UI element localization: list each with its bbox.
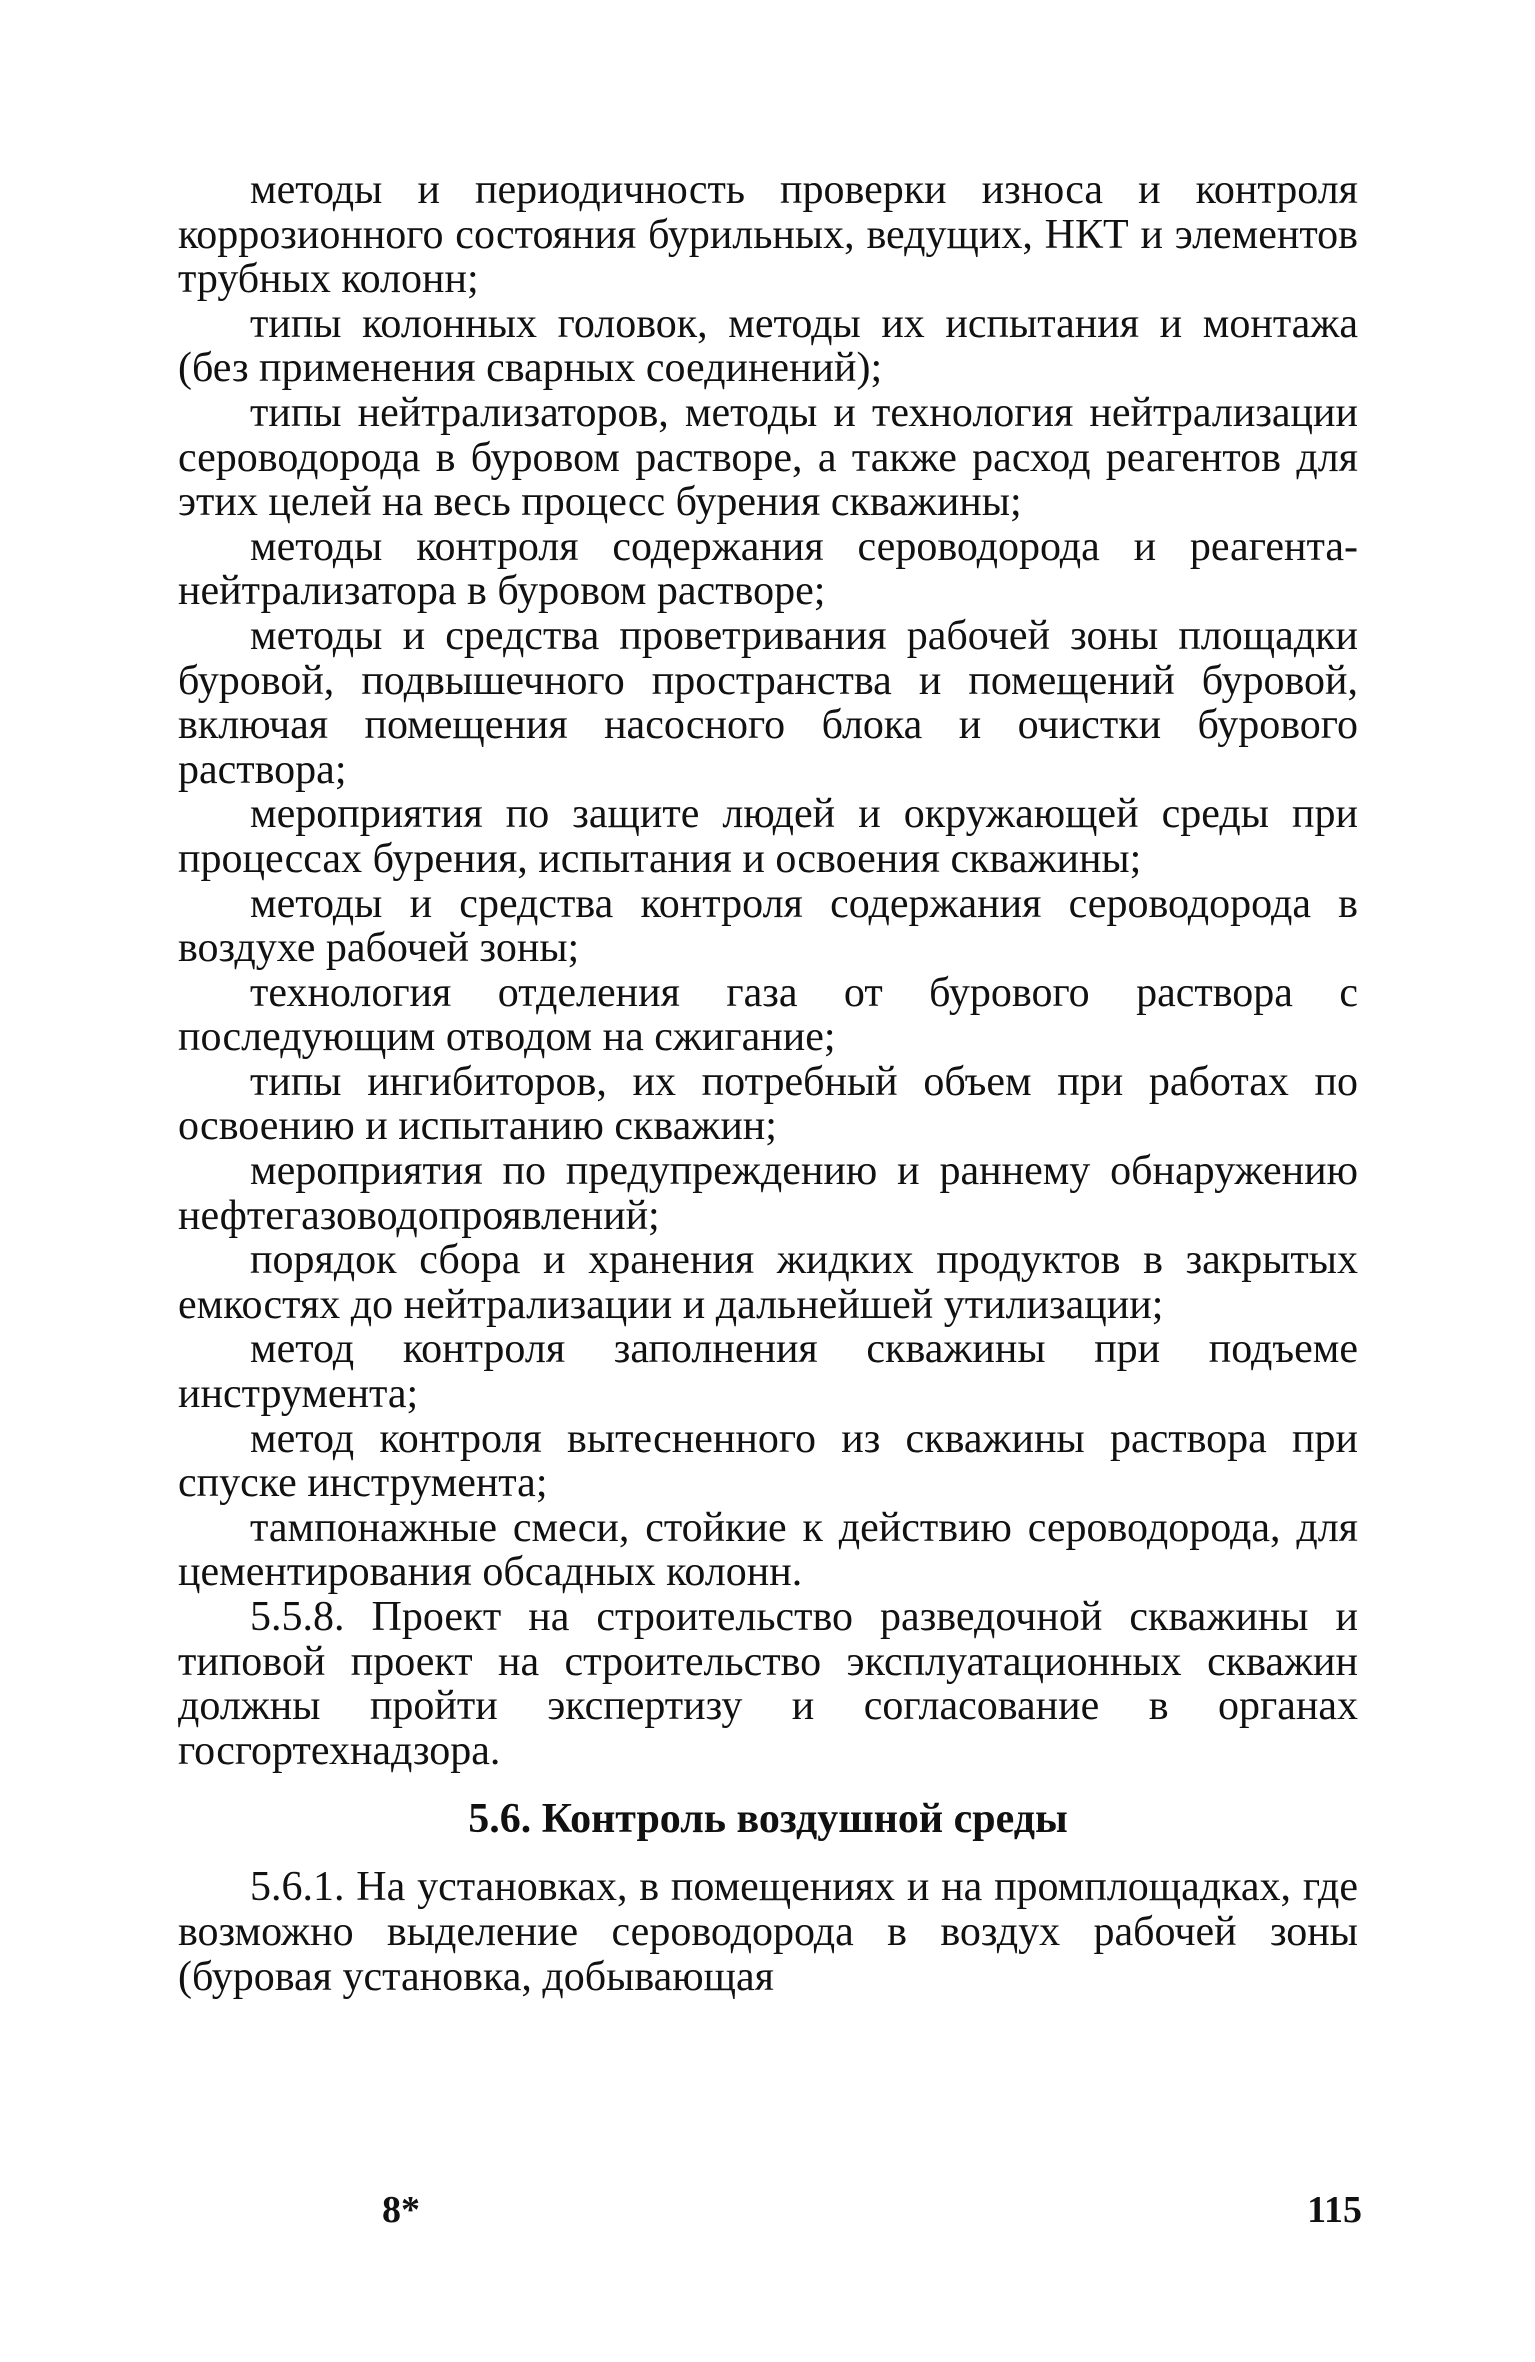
page-number: 115 (1307, 2189, 1362, 2231)
paragraph: типы нейтрализаторов, методы и технология нейтрализации сероводорода в буровом растворе, а также расход реагентов для этих целей на весь процесс бурения скважины; (178, 389, 1358, 526)
signature-mark: 8* (382, 2189, 420, 2231)
section-paragraph: 5.6.1. На установках, в помещениях и на промплощадках, где возможно выделение сероводорода в воздух рабочей зоны (буровая установка, добывающая (178, 1864, 1358, 2000)
paragraph: порядок сбора и хранения жидких продуктов в закрытых емкостях до нейтрализации и дальнейшей утилизации; (178, 1237, 1358, 1328)
paragraph: типы колонных головок, методы их испытания и монтажа (без применения сварных соединений); (178, 300, 1358, 392)
paragraph: 5.5.8. Проект на строительство разведочной скважины и типовой проект на строительство эксплуатационных скважин должны пройти экспертизу и согласование в органах госгортехнадзора. (178, 1594, 1358, 1774)
paragraph: метод контроля заполнения скважины при подъеме инструмента; (178, 1326, 1358, 1418)
paragraph: мероприятия по предупреждению и раннему обнаружению нефтегазоводопроявлений; (178, 1148, 1358, 1239)
paragraph: технология отделения газа от бурового раствора с последующим отводом на сжигание; (178, 969, 1358, 1061)
paragraph: мероприятия по защите людей и окружающей среды при процессах бурения, испытания и освоения скважины; (178, 791, 1358, 882)
paragraph: методы и средства проветривания рабочей зоны площадки буровой, подвышечного пространства и помещений буровой, включая помещения насосного блока и очистки бурового раствора; (178, 612, 1358, 793)
paragraph: методы и средства контроля содержания сероводорода в воздухе рабочей зоны; (178, 880, 1358, 972)
page-body (178, 168, 1358, 1999)
paragraph: методы контроля содержания сероводорода и реагента-нейтрализатора в буровом растворе; (178, 523, 1358, 615)
paragraph: типы ингибиторов, их потребный объем при работах по освоению и испытанию скважин; (178, 1058, 1358, 1150)
section-heading: 5.6. Контроль воздушной среды (468, 1796, 1068, 1843)
paragraph: тампонажные смеси, стойкие к действию сероводорода, для цементирования обсадных колонн. (178, 1504, 1358, 1596)
paragraph: методы и периодичность проверки износа и контроля коррозионного состояния бурильных, ведущих, НКТ и элементов трубных колонн; (178, 167, 1358, 303)
paragraph: метод контроля вытесненного из скважины раствора при спуске инструмента; (178, 1415, 1358, 1507)
